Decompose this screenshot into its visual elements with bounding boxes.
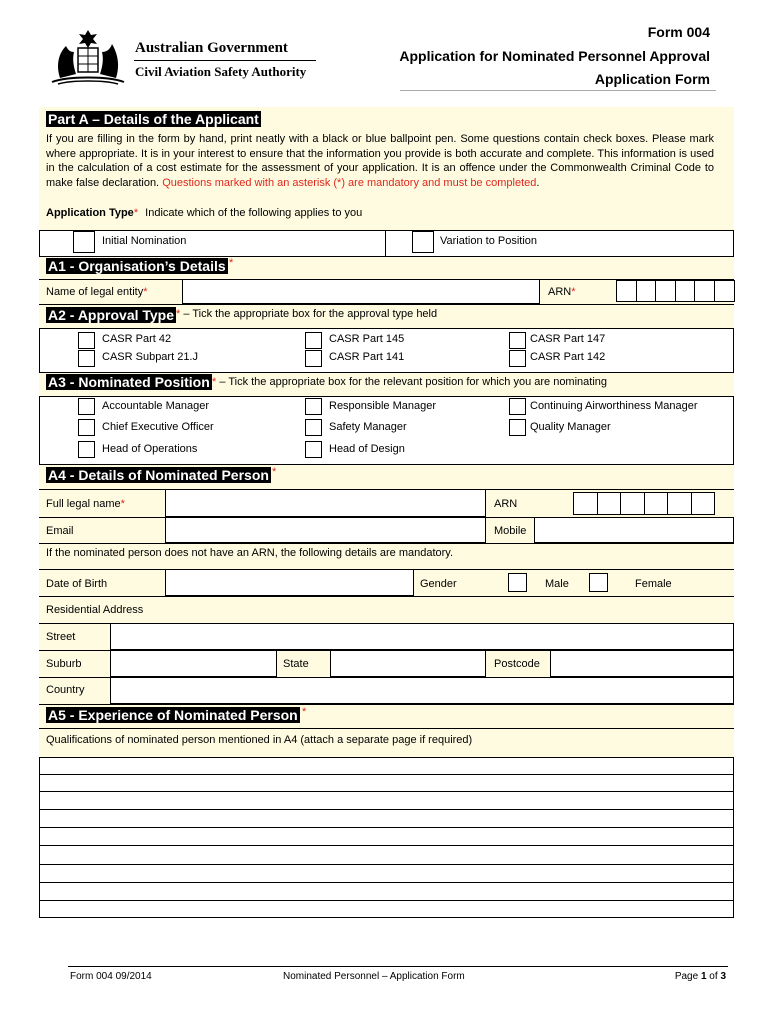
gender-label: Gender xyxy=(420,578,457,590)
state-input[interactable] xyxy=(330,650,486,677)
initial-nomination-checkbox[interactable] xyxy=(73,231,95,253)
variation-to-position-checkbox[interactable] xyxy=(412,231,434,253)
chief-executive-officer-checkbox[interactable] xyxy=(78,419,95,436)
head-of-design-checkbox[interactable] xyxy=(305,441,322,458)
application-type-label: Application Type* Indicate which of the following applies to you xyxy=(46,207,363,219)
country-input[interactable] xyxy=(110,677,734,704)
footer-form-code: Form 004 09/2014 xyxy=(70,971,152,982)
casr-part-147-checkbox[interactable] xyxy=(509,332,526,349)
org-arn-digit-box[interactable] xyxy=(675,280,696,302)
postcode-input[interactable] xyxy=(550,650,734,677)
residential-address-row xyxy=(39,596,734,623)
casr-subpart-21j-checkbox[interactable] xyxy=(78,350,95,367)
gender-female-checkbox[interactable] xyxy=(589,573,608,592)
safety-manager-checkbox[interactable] xyxy=(305,419,322,436)
state-label: State xyxy=(283,658,309,670)
full-name-input[interactable] xyxy=(165,489,486,517)
a5-asterisk: * xyxy=(302,706,307,718)
a5-title: A5 - Experience of Nominated Person xyxy=(48,707,298,723)
casr-part-42-label: CASR Part 42 xyxy=(102,333,172,345)
quality-manager-label: Quality Manager xyxy=(530,421,611,433)
qualifications-writing-line[interactable] xyxy=(39,809,734,810)
suburb-label: Suburb xyxy=(46,658,82,670)
mandatory-note: Questions marked with an asterisk (*) are mandatory and must be completed xyxy=(162,176,537,189)
continuing-airworthiness-manager-label: Continuing Airworthiness Manager xyxy=(530,400,698,412)
gender-female-label: Female xyxy=(635,578,672,590)
person-arn-digit-box[interactable] xyxy=(620,492,645,515)
org-arn-digit-box[interactable] xyxy=(655,280,676,302)
qualifications-writing-line[interactable] xyxy=(39,827,734,828)
email-input[interactable] xyxy=(165,517,486,543)
agency-name: Civil Aviation Safety Authority xyxy=(135,64,307,79)
email-label: Email xyxy=(46,525,74,537)
safety-manager-label: Safety Manager xyxy=(329,421,407,433)
form-title: Application for Nominated Personnel Approval xyxy=(399,48,710,64)
variation-to-position-label: Variation to Position xyxy=(440,235,538,247)
gender-male-label: Male xyxy=(545,578,569,590)
qualifications-writing-line[interactable] xyxy=(39,774,734,775)
quality-manager-checkbox[interactable] xyxy=(509,419,526,436)
a4-title: A4 - Details of Nominated Person xyxy=(48,467,269,483)
footer-divider xyxy=(68,966,728,967)
qualifications-writing-line[interactable] xyxy=(39,882,734,883)
person-arn-digit-box[interactable] xyxy=(573,492,598,515)
instructions-text: If you are filling in the form by hand, print neatly with a black or blue ballpoint pen. Some questions contain check boxes. Please mark where appropriate. It is in your interest to ensure that the information you provide is both accurate and complete. This information is used in the calculation of a cost estimate for the assessment of your application. It is an offence under the Commonwealth Criminal Code to make false declaration. xyxy=(46,133,714,189)
casr-part-147-label: CASR Part 147 xyxy=(530,333,606,345)
form-number: Form 004 xyxy=(647,24,710,40)
casr-part-142-label: CASR Part 142 xyxy=(530,351,606,363)
head-of-design-label: Head of Design xyxy=(329,443,405,455)
a3-title: A3 - Nominated Position xyxy=(48,374,210,390)
qualifications-label: Qualifications of nominated person mentioned in A4 (attach a separate page if required) xyxy=(46,734,473,746)
qualifications-writing-line[interactable] xyxy=(39,864,734,865)
accountable-manager-checkbox[interactable] xyxy=(78,398,95,415)
a2-hint: * – Tick the appropriate box for the approval type held xyxy=(176,308,438,320)
qualifications-writing-line[interactable] xyxy=(39,757,734,758)
a4-asterisk: * xyxy=(272,466,277,478)
commonwealth-coat-of-arms-logo xyxy=(48,26,128,88)
head-of-operations-checkbox[interactable] xyxy=(78,441,95,458)
date-of-birth-label: Date of Birth xyxy=(46,578,108,590)
a3-hint: * – Tick the appropriate box for the relevant position for which you are nominating xyxy=(212,376,608,388)
chief-executive-officer-label: Chief Executive Officer xyxy=(102,421,214,433)
legal-entity-label: Name of legal entity* xyxy=(46,286,148,298)
casr-part-145-label: CASR Part 145 xyxy=(329,333,405,345)
a2-title: A2 - Approval Type xyxy=(48,307,175,323)
title-divider xyxy=(400,90,716,91)
street-input[interactable] xyxy=(110,623,734,650)
country-label: Country xyxy=(46,684,85,696)
government-name: Australian Government xyxy=(135,40,288,56)
part-a-title: Part A – Details of the Applicant xyxy=(48,111,259,127)
postcode-label: Postcode xyxy=(494,658,540,670)
mobile-input[interactable] xyxy=(534,517,734,543)
instructions-paragraph xyxy=(46,132,714,190)
casr-part-42-checkbox[interactable] xyxy=(78,332,95,349)
a1-title: A1 - Organisation’s Details xyxy=(48,258,226,274)
qualifications-writing-line[interactable] xyxy=(39,900,734,901)
casr-subpart-21j-label: CASR Subpart 21.J xyxy=(102,351,198,363)
casr-part-141-checkbox[interactable] xyxy=(305,350,322,367)
full-name-label: Full legal name* xyxy=(46,498,125,510)
person-arn-digit-box[interactable] xyxy=(691,492,716,515)
form-subtitle: Application Form xyxy=(594,71,710,87)
casr-part-145-checkbox[interactable] xyxy=(305,332,322,349)
no-arn-note: If the nominated person does not have an ARN, the following details are mandatory. xyxy=(46,547,454,559)
continuing-airworthiness-manager-checkbox[interactable] xyxy=(509,398,526,415)
a1-asterisk: * xyxy=(229,257,234,269)
responsible-manager-checkbox[interactable] xyxy=(305,398,322,415)
header-divider xyxy=(134,60,316,61)
org-arn-label: ARN* xyxy=(548,286,576,298)
legal-entity-input[interactable] xyxy=(182,279,540,304)
casr-part-141-label: CASR Part 141 xyxy=(329,351,405,363)
org-arn-digit-box[interactable] xyxy=(694,280,715,302)
date-of-birth-input[interactable] xyxy=(165,569,414,596)
head-of-operations-label: Head of Operations xyxy=(102,443,198,455)
instructions-end: . xyxy=(536,176,540,189)
footer-page-number: Page 1 of 3 xyxy=(674,971,726,982)
mobile-label: Mobile xyxy=(494,525,527,537)
footer-form-name: Nominated Personnel – Application Form xyxy=(283,971,465,982)
accountable-manager-label: Accountable Manager xyxy=(102,400,210,412)
person-arn-digit-box[interactable] xyxy=(667,492,692,515)
org-arn-digit-box[interactable] xyxy=(616,280,637,302)
responsible-manager-label: Responsible Manager xyxy=(329,400,437,412)
gender-male-checkbox[interactable] xyxy=(508,573,527,592)
person-arn-label: ARN xyxy=(494,498,518,510)
residential-address-label: Residential Address xyxy=(46,604,144,616)
org-arn-digit-box[interactable] xyxy=(714,280,735,302)
org-arn-digit-box[interactable] xyxy=(636,280,657,302)
street-label: Street xyxy=(46,631,76,643)
initial-nomination-label: Initial Nomination xyxy=(102,235,187,247)
suburb-input[interactable] xyxy=(110,650,277,677)
casr-part-142-checkbox[interactable] xyxy=(509,350,526,367)
person-arn-digit-box[interactable] xyxy=(597,492,622,515)
qualifications-writing-line[interactable] xyxy=(39,791,734,792)
person-arn-digit-box[interactable] xyxy=(644,492,669,515)
qualifications-writing-line[interactable] xyxy=(39,845,734,846)
